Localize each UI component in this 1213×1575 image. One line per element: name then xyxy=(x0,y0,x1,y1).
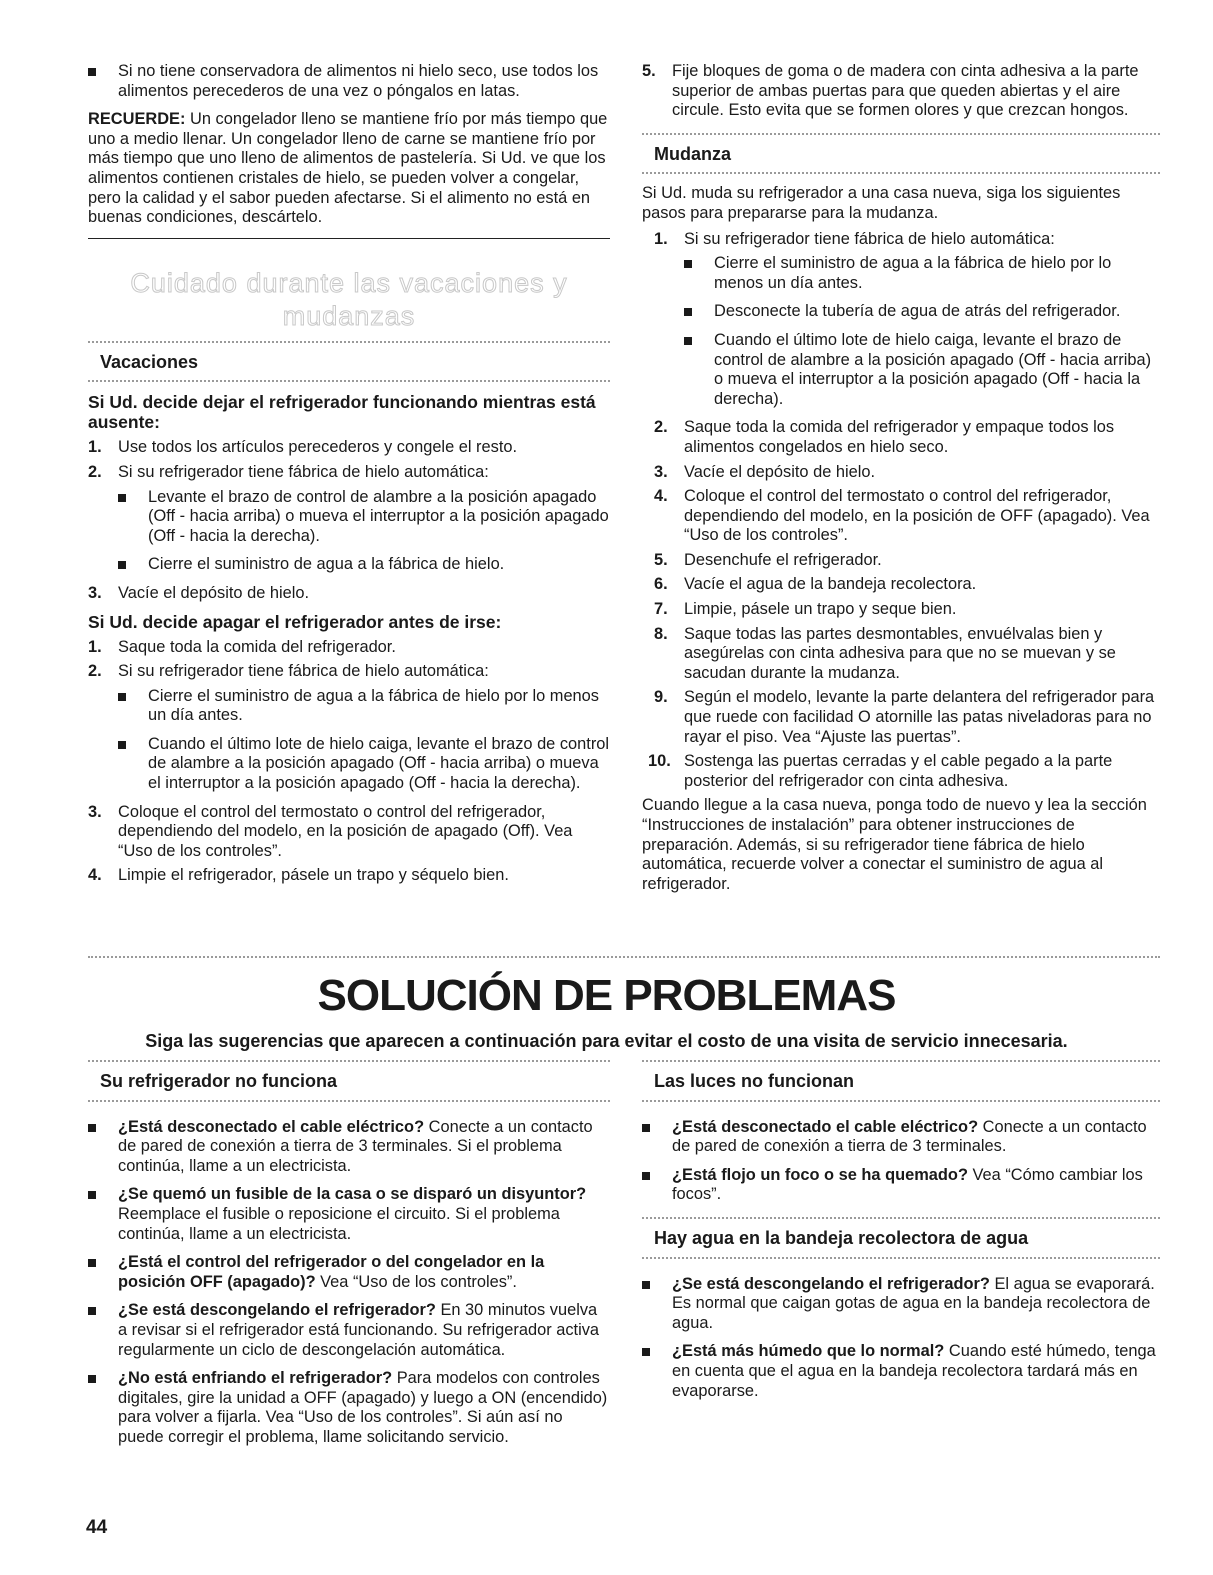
list-item: 3. Coloque el control del termostato o control del refrigerador, dependiendo del modelo, en la posición de apagado (Off). Vea “Uso de los controles”. xyxy=(88,802,573,860)
list-item: 3. Vacíe el depósito de hielo. xyxy=(88,583,310,602)
list-item: 6. Vacíe el agua de la bandeja recolectora. xyxy=(654,575,977,594)
list-item: 7. Limpie, pásele un trapo y seque bien. xyxy=(654,600,957,619)
list-item: Cuando el último lote de hielo caiga, levante el brazo de control de alambre a la posición apagado (Off - hacia arriba) o mueva el interruptor a la posición apagado (Off - hacia la derecha). xyxy=(118,735,610,794)
dotted-divider xyxy=(642,1257,1160,1261)
list-item: ¿Está desconectado el cable eléctrico? Conecte a un contacto de pared de conexión a tierra de 3 terminales. xyxy=(642,1118,1160,1157)
subheading: Si Ud. decide apagar el refrigerador antes de irse: xyxy=(88,611,502,632)
list-item: Cuando el último lote de hielo caiga, levante el brazo de control de alambre a la posición apagado (Off - hacia arriba) o mueva el interruptor a la posición apagado (Off - hacia la derecha). xyxy=(684,331,1160,409)
list-item: 4. Coloque el control del termostato o control del refrigerador, dependiendo del modelo, en la posición de OFF (apagado). Vea “Uso de los controles”. xyxy=(654,487,1150,545)
list-item: 2. Si su refrigerador tiene fábrica de hielo automática: xyxy=(88,662,489,681)
section-heading-vacaciones: Vacaciones xyxy=(100,351,199,372)
page-number: 44 xyxy=(86,1517,108,1538)
list-item: 2. Si su refrigerador tiene fábrica de hielo automática: xyxy=(88,462,489,481)
recuerde-label: RECUERDE: xyxy=(88,110,186,129)
recuerde-text: Un congelador lleno se mantiene frío por más tiempo que uno a medio llenar. Un congelador lleno de carne se mantiene frío por más tiempo que uno lleno de alimentos de pastelería. Si Ud. ve que los alimentos contienen cristales de hielo, se pueden volver a congelar, pero la calidad y el sabor pueden afectarse. Si el alimento no está en buenas condiciones, descártelo. xyxy=(88,110,608,227)
subheading: Si Ud. decide dejar el refrigerador funcionando mientras está ausente: xyxy=(88,392,596,433)
section-heading: Su refrigerador no funciona xyxy=(100,1071,338,1091)
dotted-divider xyxy=(642,1100,1160,1104)
list-item: 1. Si su refrigerador tiene fábrica de hielo automática: xyxy=(654,229,1055,248)
page-subtitle: Siga las sugerencias que aparecen a continuación para evitar el costo de una visita de servicio innecesaria. xyxy=(145,1031,1068,1051)
left-column-top xyxy=(88,62,610,891)
list-item: 1. Saque toda la comida del refrigerador. xyxy=(88,637,396,656)
list-item: 9. Según el modelo, levante la parte delantera del refrigerador para que ruede con facilidad O atornille las patas niveladoras para no rayar el piso. Vea “Ajuste las puertas”. xyxy=(654,688,1155,746)
list-item: 10. Sostenga las puertas cerradas y el cable pegado a la parte posterior del refrigerador con cinta adhesiva. xyxy=(648,752,1113,790)
list-item: Cierre el suministro de agua a la fábrica de hielo por lo menos un día antes. xyxy=(118,687,610,726)
list-item: 8. Saque todas las partes desmontables, envuélvalas bien y asegúrelas con cinta adhesiva para que no se muevan y se sacudan durante la mudanza. xyxy=(654,624,1116,682)
list-item: ¿Se está descongelando el refrigerador? El agua se evaporará. Es normal que caigan gotas de agua en la bandeja recolectora de agua. xyxy=(642,1275,1160,1334)
dotted-divider xyxy=(88,1100,610,1104)
list-item: 3. Vacíe el depósito de hielo. xyxy=(654,462,876,481)
dotted-divider xyxy=(88,956,1160,960)
dotted-divider xyxy=(642,172,1160,176)
list-item: Cierre el suministro de agua a la fábrica de hielo por lo menos un día antes. xyxy=(684,254,1160,293)
left-column-bottom xyxy=(88,1060,610,1457)
list-item: 4. Limpie el refrigerador, pásele un trapo y séquelo bien. xyxy=(88,866,509,885)
section-heading: Las luces no funcionan xyxy=(654,1071,855,1091)
section-heading-mudanza: Mudanza xyxy=(654,143,732,164)
dotted-divider xyxy=(88,380,610,384)
right-column-top xyxy=(642,62,1160,900)
list-item: 5. Desenchufe el refrigerador. xyxy=(654,550,882,569)
list-item: ¿Está más húmedo que lo normal? Cuando esté húmedo, tenga en cuenta que el agua en la bandeja recolectora tardará más en evaporarse. xyxy=(642,1342,1160,1401)
list-item: 5. Fije bloques de goma o de madera con cinta adhesiva a la parte superior de ambas puertas para que queden abiertas y el aire circule. Esto evita que se formen olores y que crezcan hongos. xyxy=(642,62,1139,120)
list-item: 2. Saque toda la comida del refrigerador y empaque todos los alimentos congelados en hielo seco. xyxy=(654,418,1115,456)
list-item: ¿Está desconectado el cable eléctrico? Conecte a un contacto de pared de conexión a tierra de 3 terminales. Si el problema continúa, llame a un electricista. xyxy=(88,1118,610,1177)
list-item: ¿Se quemó un fusible de la casa o se disparó un disyuntor? Reemplace el fusible o reposicione el circuito. Si el problema continúa, llame a un electricista. xyxy=(88,1185,610,1244)
right-column-bottom xyxy=(642,1060,1160,1410)
list-item: ¿Está flojo un foco o se ha quemado? Vea “Cómo cambiar los focos”. xyxy=(642,1166,1160,1205)
mudanza-intro: Si Ud. muda su refrigerador a una casa nueva, siga los siguientes pasos para prepararse para la mudanza. xyxy=(642,184,1121,222)
list-item: 1. Use todos los artículos perecederos y congele el resto. xyxy=(88,438,518,457)
list-item: ¿Se está descongelando el refrigerador? En 30 minutos vuelva a revisar si el refrigerador está funcionando. Su refrigerador activa regularmente un ciclo de descongelación automática. xyxy=(88,1301,610,1360)
section-title: Cuidado durante las vacaciones y mudanzas xyxy=(130,267,568,331)
list-item: Levante el brazo de control de alambre a la posición apagado (Off - hacia arriba) o mueva el interruptor a la posición apagado (Off - hacia la derecha). xyxy=(118,488,610,547)
section-heading: Hay agua en la bandeja recolectora de agua xyxy=(654,1227,1029,1248)
list-item: Si no tiene conservadora de alimentos ni hielo seco, use todos los alimentos perecederos de una vez o póngalos en latas. xyxy=(88,62,610,101)
recuerde-paragraph xyxy=(88,110,610,228)
list-item: Desconecte la tubería de agua de atrás del refrigerador. xyxy=(684,302,1160,322)
list-item: ¿No está enfriando el refrigerador? Para modelos con controles digitales, gire la unidad a OFF (apagado) y luego a ON (encendido) para volver a fijarla. Vea “Uso de los controles”. Si aún así no puede corregir el problema, llame solicitando servicio. xyxy=(88,1369,610,1447)
closing-paragraph: Cuando llegue a la casa nueva, ponga todo de nuevo y lea la sección “Instrucciones de instalación” para obtener instrucciones de preparación. Además, si su refrigerador tiene fábrica de hielo automática, recuerde volver a conectar el suministro de agua al refrigerador. xyxy=(642,796,1147,893)
list-item: ¿Está el control del refrigerador o del congelador en la posición OFF (apagado)? Vea “Uso de los controles”. xyxy=(88,1253,610,1292)
list-item: Cierre el suministro de agua a la fábrica de hielo. xyxy=(118,555,610,575)
page-title: SOLUCIÓN DE PROBLEMAS xyxy=(317,971,896,1020)
